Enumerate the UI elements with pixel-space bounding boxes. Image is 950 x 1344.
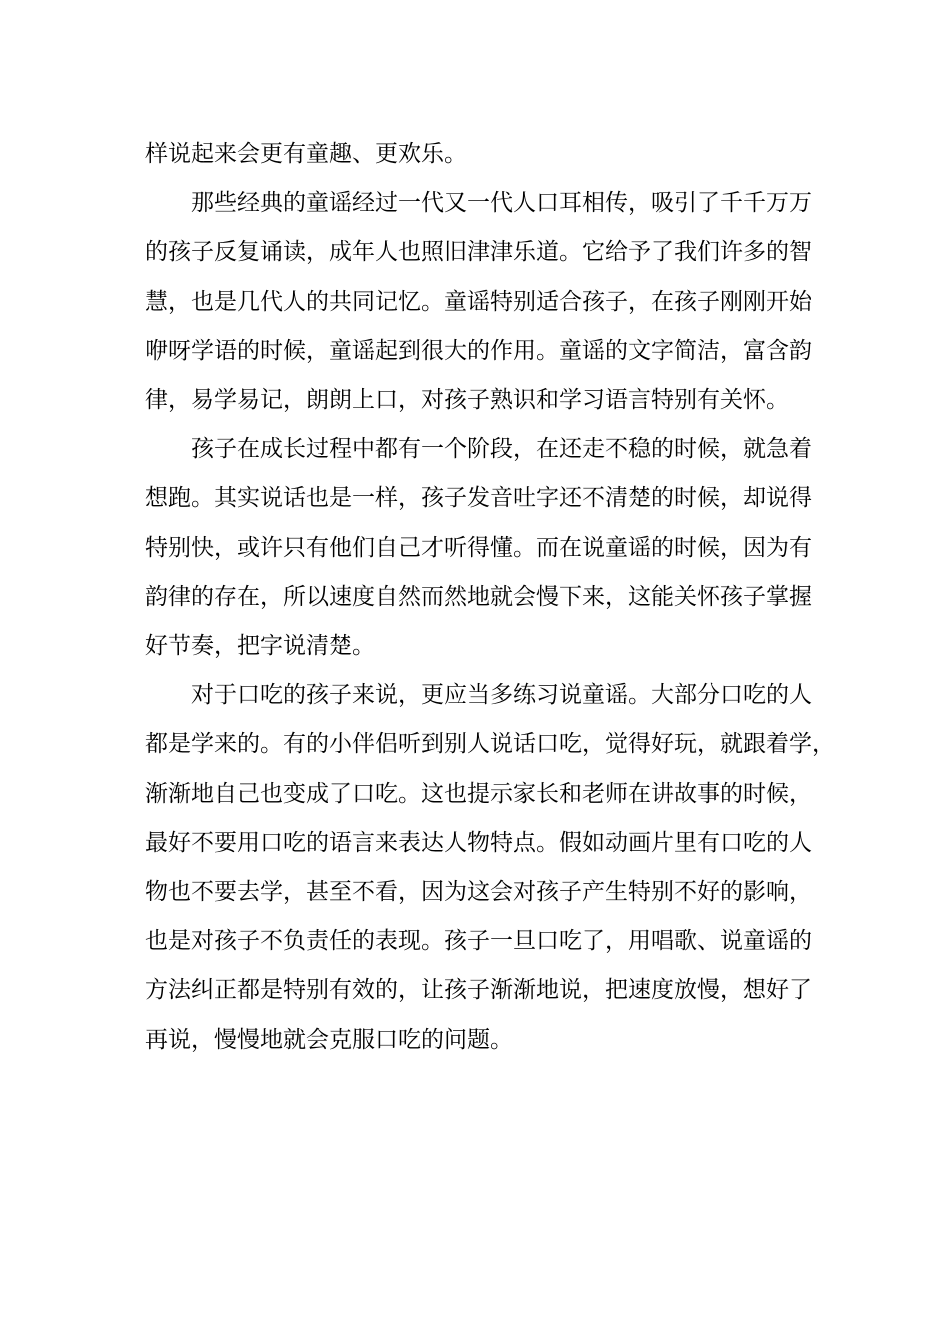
paragraph-3 [145,425,825,671]
text-line: 都是学来的。有的小伴侣听到别人说话口吃，觉得好玩，就跟着学， [145,731,835,758]
text-line: 律，易学易记，朗朗上口，对孩子熟识和学习语言特别有关怀。 [145,387,789,414]
text-line: 慧，也是几代人的共同记忆。童谣特别适合孩子，在孩子刚刚开始 [145,288,812,315]
text-line: 样说起来会更有童趣、更欢乐。 [145,141,467,167]
text-line: 咿呀学语的时候，童谣起到很大的作用。童谣的文字简洁，富含韵 [145,337,812,364]
text-line: 韵律的存在，所以速度自然而然地就会慢下来，这能关怀孩子掌握 [145,583,812,610]
text-line: 想跑。其实说话也是一样，孩子发音吐字还不清楚的时候，却说得 [145,485,812,512]
text-line: 渐渐地自己也变成了口吃。这也提示家长和老师在讲故事的时候， [145,780,812,807]
text-line: 的孩子反复诵读，成年人也照旧津津乐道。它给予了我们许多的智 [145,239,812,266]
text-line: 孩子在成长过程中都有一个阶段，在还走不稳的时候，就急着 [191,436,812,463]
text-line: 再说，慢慢地就会克服口吃的问题。 [145,1026,513,1053]
text-line: 好节奏，把字说清楚。 [145,633,375,660]
paragraph-4 [145,671,835,1065]
body-text [145,130,835,1065]
text-line: 对于口吃的孩子来说，更应当多练习说童谣。大部分口吃的人 [191,682,812,709]
text-line: 特别快，或许只有他们自己才听得懂。而在说童谣的时候，因为有 [145,534,812,561]
paragraph-2 [145,179,825,425]
text-line: 物也不要去学，甚至不看，因为这会对孩子产生特别不好的影响， [145,879,812,906]
paragraph-1 [145,130,825,179]
text-line: 最好不要用口吃的语言来表达人物特点。假如动画片里有口吃的人 [145,829,812,856]
text-line: 也是对孩子不负责任的表现。孩子一旦口吃了，用唱歌、说童谣的 [145,928,812,955]
text-line: 那些经典的童谣经过一代又一代人口耳相传，吸引了千千万万 [191,190,812,217]
text-line: 方法纠正都是特别有效的，让孩子渐渐地说，把速度放慢，想好了 [145,977,812,1004]
